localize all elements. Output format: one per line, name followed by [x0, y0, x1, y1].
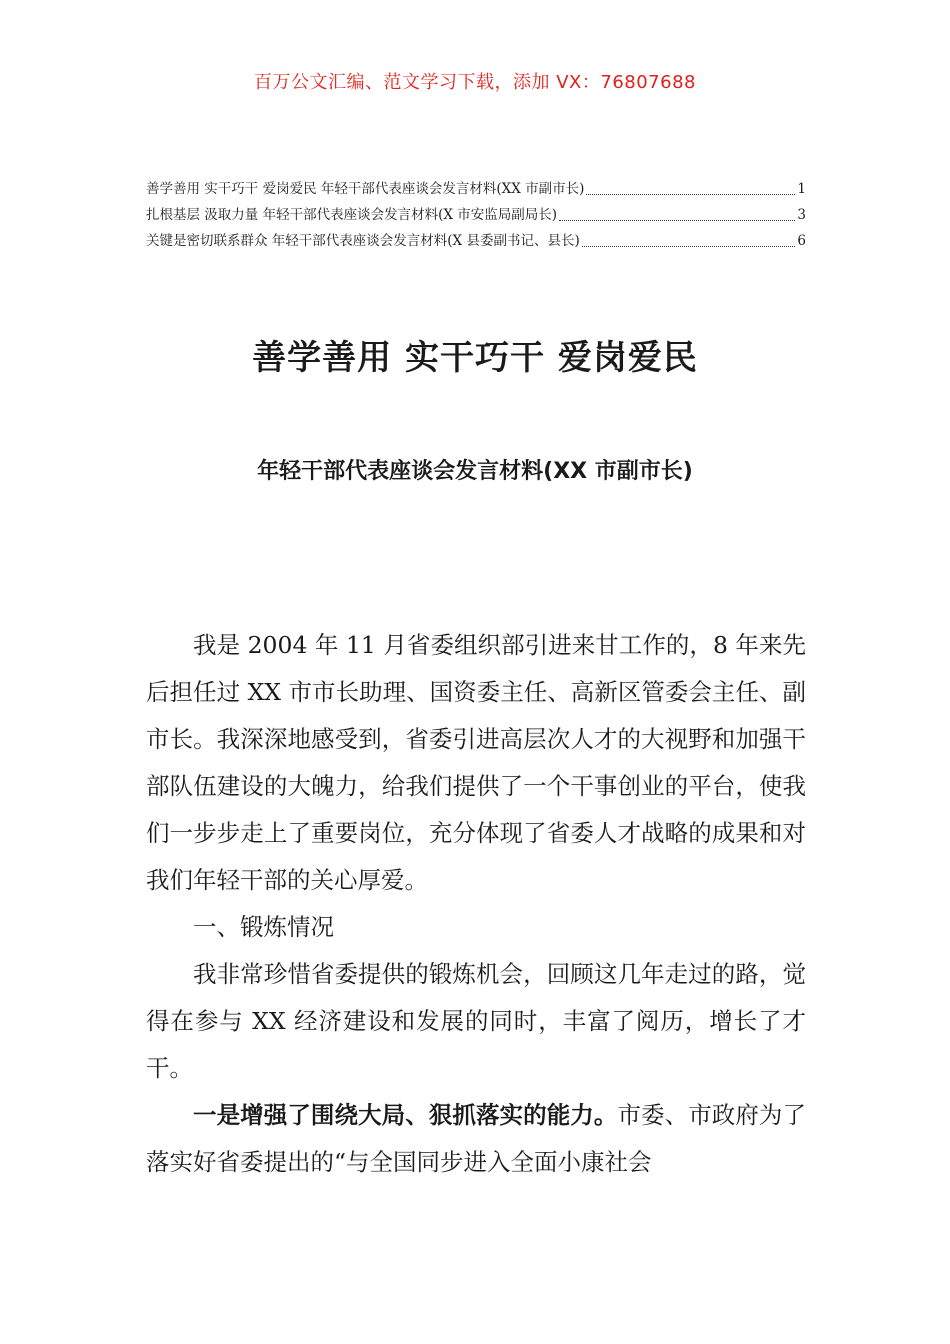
toc-entry-title: 善学善用 实干巧干 爱岗爱民 年轻干部代表座谈会发言材料(XX 市副市长)	[146, 181, 585, 197]
paragraph-rest: 市委、市政府为了落实好省委提出的“与全国同步进入全面小康社会	[146, 1101, 807, 1176]
toc-entry-title: 扎根基层 汲取力量 年轻干部代表座谈会发言材料(X 市安监局副局长)	[146, 207, 558, 223]
toc-leader-dots	[586, 193, 795, 195]
paragraph-review: 我非常珍惜省委提供的锻炼机会，回顾这几年走过的路，觉得在参与 XX 经济建设和发展的同时，丰富了阅历，增长了才干。	[146, 960, 806, 1082]
paragraph-intro: 我是 2004 年 11 月省委组织部引进来甘工作的，8 年来先后担任过 XX 市市长助理、国资委主任、高新区管委会主任、副市长。我深深地感受到，省委引进高层次人才的大视野和加强干部队伍建设的大魄力，给我们提供了一个干事创业的平台，使我们一步步走上了重要岗位，充分体现了省委人才战略的成果和对我们年轻干部的关心厚爱。	[146, 631, 806, 894]
toc-entry-2[interactable]	[146, 202, 806, 228]
section-heading: 一、锻炼情况	[193, 913, 334, 941]
toc-entry-page: 3	[797, 207, 806, 223]
paragraph-lead: 一是增强了围绕大局、狠抓落实的能力。	[193, 1101, 618, 1129]
toc-entry-page: 1	[797, 181, 806, 197]
table-of-contents	[146, 176, 806, 254]
document-title: 善学善用 实干巧干 爱岗爱民	[252, 338, 698, 378]
toc-entry-title: 关键是密切联系群众 年轻干部代表座谈会发言材料(X 县委副书记、县长)	[146, 233, 580, 249]
toc-leader-dots	[559, 219, 795, 221]
header-banner: 百万公文汇编、范文学习下载，添加 VX：76807688	[254, 72, 696, 93]
toc-leader-dots	[582, 245, 796, 247]
document-subtitle: 年轻干部代表座谈会发言材料(XX 市副市长)	[257, 459, 693, 484]
toc-entry-page: 6	[797, 233, 806, 249]
toc-entry-1[interactable]	[146, 176, 806, 202]
document-body	[146, 622, 806, 1186]
toc-entry-3[interactable]	[146, 228, 806, 254]
paragraph-point-one	[146, 1092, 806, 1186]
